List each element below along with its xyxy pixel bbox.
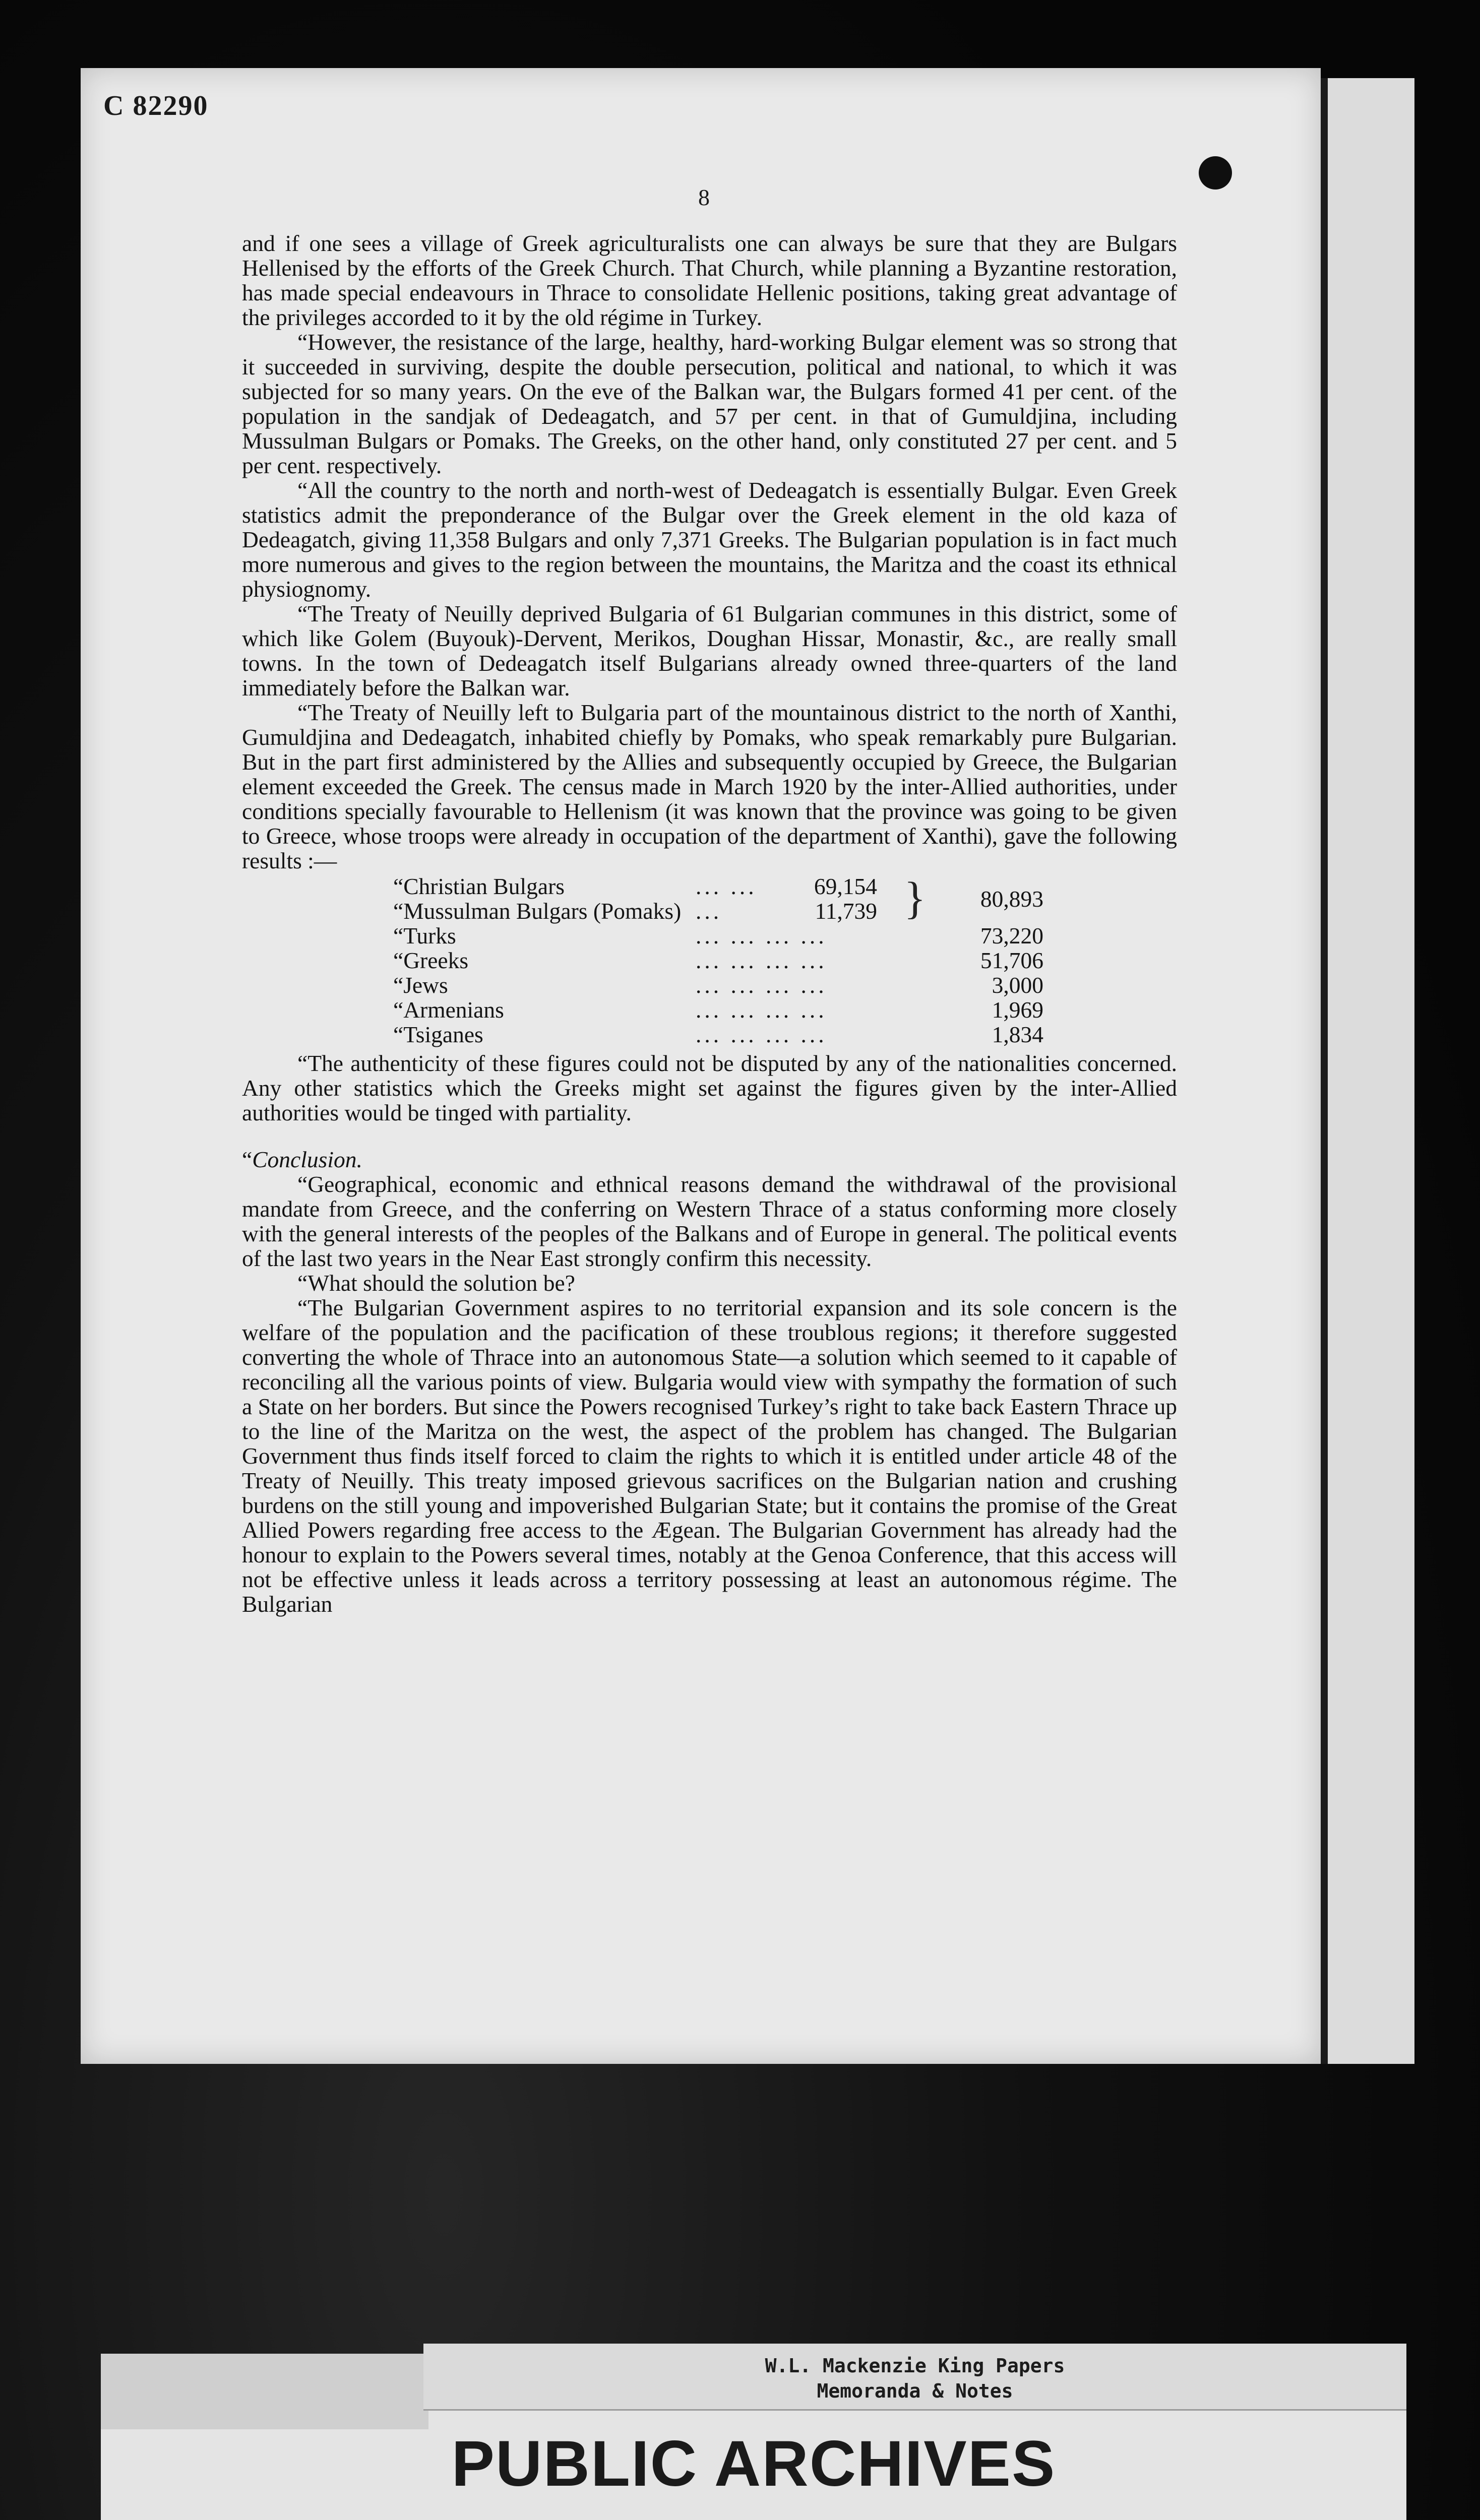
table-row	[393, 997, 1043, 1022]
census-label: “Turks	[393, 923, 456, 949]
open-quote: “	[242, 1147, 253, 1172]
archives-title-en: PUBLIC ARCHIVES	[451, 2428, 1056, 2500]
census-value: 73,220	[980, 923, 1043, 949]
leader-dots: ... ... ... ...	[696, 923, 827, 949]
paragraph: “The Treaty of Neuilly left to Bulgaria part of the mountainous district to the north of Xanthi, Gumuldjina and Dedeagatch, inhabited chiefly by Pomaks, who speak remarkably pure Bulgarian. But in the part first administered by the Allies and subsequently occupied by Greece, the Bulgarian element exceeded the Greek. The census made in March 1920 by the inter-Allied authorities, under conditions specially favourable to Hellenism (it was known that the province was going to be given to Greece, whose troops were already in occupation of the department of Xanthi), gave the following results :—	[242, 700, 1177, 873]
paragraph: “Geographical, economic and ethnical reasons demand the withdrawal of the provisional mandate from Greece, and the conferring on Western Thrace of a status conforming more closely with the general interests of the peoples of the Balkans and of Europe in general. The political events of the last two years in the Near East strongly confirm this necessity.	[242, 1171, 1177, 1271]
brace: }	[904, 873, 926, 923]
paragraph: “The Treaty of Neuilly deprived Bulgaria of 61 Bulgarian communes in this district, some of which like Golem (Buyouk)-Dervent, Merikos, Doughan Hissar, Monastir, &c., are really small towns. In the town of Dedeagatch itself Bulgarians already owned three-quarters of the land immediately before the Balkan war.	[242, 601, 1177, 701]
collection-series: Memoranda & Notes	[817, 2380, 1013, 2402]
leader-dots: ... ... ... ...	[696, 972, 827, 998]
census-value: 1,969	[992, 997, 1043, 1023]
census-label: “Tsiganes	[393, 1022, 483, 1047]
document-code: C 82290	[103, 90, 209, 121]
paragraph: and if one sees a village of Greek agriculturalists one can always be sure that they are Bulgars Hellenised by the efforts of the Greek Church. That Church, while planning a Byzantine restoration, has made special endeavours in Thrace to consolidate Hellenic positions, taking great advantage of the privileges accorded to it by the old régime in Turkey.	[242, 230, 1177, 330]
leader-dots: ...	[696, 898, 722, 924]
census-value: 69,154	[814, 873, 877, 899]
document-body	[242, 231, 1177, 1616]
leader-dots: ... ... ... ...	[696, 948, 827, 973]
table-row	[393, 1022, 1043, 1047]
label-torn-corner	[101, 2354, 428, 2429]
table-row	[393, 923, 1043, 948]
conclusion-heading-text: Conclusion.	[252, 1147, 362, 1172]
bulgar-total: 80,893	[980, 886, 1043, 912]
paragraph: “The Bulgarian Government aspires to no territorial expansion and its sole concern is the welfare of the population and the pacification of these troublous regions; it therefore suggested converting the whole of Thrace into an autonomous State—a solution which seemed to it capable of reconciling all the various points of view. Bulgaria would view with sympathy the formation of such a State on her borders. But since the Powers recognised Turkey’s right to take back Eastern Thrace up to the line of the Maritza on the west, the aspect of the problem has changed. The Bulgarian Government thus finds itself forced to claim the rights to which it is entitled under article 48 of the Treaty of Neuilly. This treaty imposed grievous sacrifices on the Bulgarian nation and crushing burdens on the still young and impoverished Bulgarian State; but it contains the promise of the Great Allied Powers regarding free access to the Ægean. The Bulgarian Government has already had the honour to explain to the Powers several times, notably at the Genoa Conference, that this access will not be effective unless it leads across a territory possessing at least an autonomous régime. The Bulgarian	[242, 1295, 1177, 1617]
census-value: 11,739	[815, 898, 877, 924]
adjacent-page-edge	[1321, 78, 1414, 2064]
punch-hole	[1199, 156, 1232, 190]
census-label: “Armenians	[393, 997, 504, 1023]
paragraph: “What should the solution be?	[297, 1270, 575, 1296]
census-label: “Jews	[393, 972, 448, 998]
paragraph: “All the country to the north and north-west of Dedeagatch is essentially Bulgar. Even Greek statistics admit the preponderance of the Bulgar over the Greek element in the old kaza of Dedeagatch, giving 11,358 Bulgars and only 7,371 Greeks. The Bulgarian population is in fact much more numerous and gives to the region between the mountains, the Maritza and the coast its ethnical physiognomy.	[242, 477, 1177, 602]
census-value: 3,000	[992, 972, 1043, 998]
census-value: 1,834	[992, 1022, 1043, 1047]
leader-dots: ... ... ... ...	[696, 997, 827, 1023]
leader-dots: ... ... ... ...	[696, 1022, 827, 1047]
paragraph: “The authenticity of these figures could not be disputed by any of the nationalities concerned. Any other statistics which the Greeks might set against the figures given by the inter-Allied authorities would be tinged with partiality.	[242, 1050, 1177, 1125]
census-label: “Mussulman Bulgars (Pomaks)	[393, 898, 682, 924]
census-table	[393, 874, 1043, 1047]
leader-dots: ... ...	[696, 873, 757, 899]
conclusion-heading	[242, 1147, 1177, 1172]
table-row	[393, 874, 1043, 899]
census-label: “Greeks	[393, 948, 469, 973]
table-row	[393, 948, 1043, 973]
paragraph: “However, the resistance of the large, healthy, hard-working Bulgar element was so strong that it succeeded in surviving, despite the double persecution, political and national, to which it was subjected for so many years. On the eve of the Balkan war, the Bulgars formed 41 per cent. of the population in the sandjak of Dedeagatch, and 57 per cent. in that of Gumuldjina, including Mussulman Bulgars or Pomaks. The Greeks, on the other hand, only constituted 27 per cent. and 5 per cent. respectively.	[242, 329, 1177, 478]
census-value: 51,706	[980, 948, 1043, 973]
collection-name: W.L. Mackenzie King Papers	[765, 2355, 1065, 2377]
page-number: 8	[698, 184, 710, 210]
census-label: “Christian Bulgars	[393, 873, 565, 899]
table-row	[393, 973, 1043, 997]
